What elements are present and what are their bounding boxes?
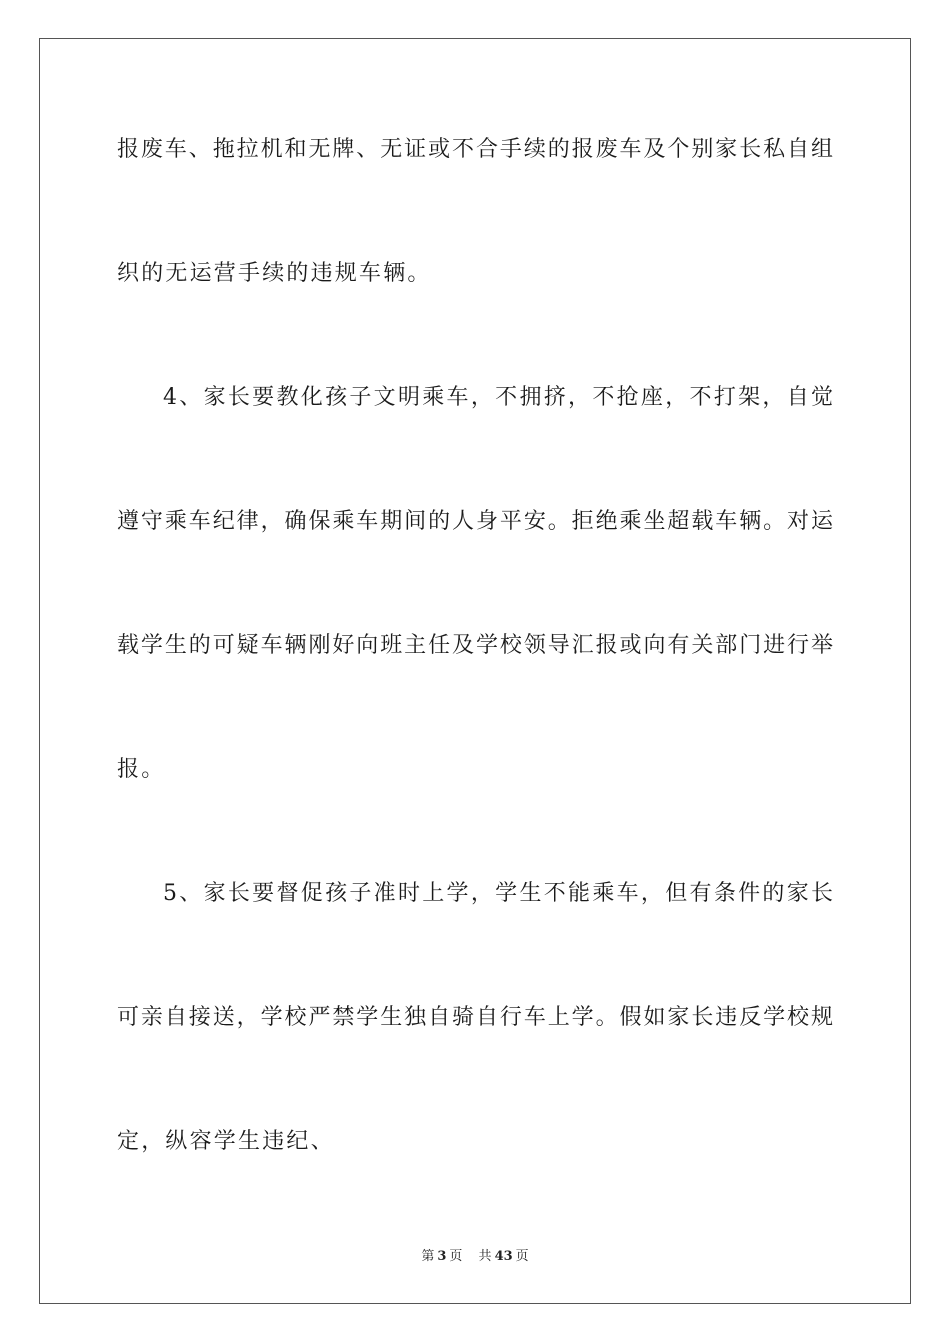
page-footer — [0, 1248, 950, 1266]
page-unit: 页 — [449, 1249, 463, 1264]
body-text-line: 4、家长要教化孩子文明乘车，不拥挤，不抢座，不打架，自觉 — [163, 385, 833, 410]
total-label: 共 — [478, 1249, 492, 1264]
body-text-line: 载学生的可疑车辆刚好向班主任及学校领导汇报或向有关部门进行举 — [117, 633, 833, 658]
page-label: 第 — [421, 1249, 435, 1264]
body-text-line: 织的无运营手续的违规车辆。 — [117, 261, 432, 286]
total-pages: 43 — [494, 1249, 513, 1264]
page-number: 3 — [437, 1249, 447, 1264]
body-text-line: 可亲自接送，学校严禁学生独自骑自行车上学。假如家长违反学校规 — [117, 1005, 833, 1030]
body-text-line: 定，纵容学生违纪、 — [117, 1129, 335, 1154]
page-border — [39, 38, 911, 1304]
total-indicator — [476, 1249, 532, 1264]
total-unit: 页 — [515, 1249, 529, 1264]
body-text-line: 5、家长要督促孩子准时上学，学生不能乘车，但有条件的家长 — [163, 881, 833, 906]
body-text-line: 遵守乘车纪律，确保乘车期间的人身平安。拒绝乘坐超载车辆。对运 — [117, 509, 833, 534]
page-indicator — [418, 1249, 465, 1264]
body-text-line: 报废车、拖拉机和无牌、无证或不合手续的报废车及个别家长私自组 — [117, 137, 833, 162]
body-text-line: 报。 — [117, 757, 166, 782]
